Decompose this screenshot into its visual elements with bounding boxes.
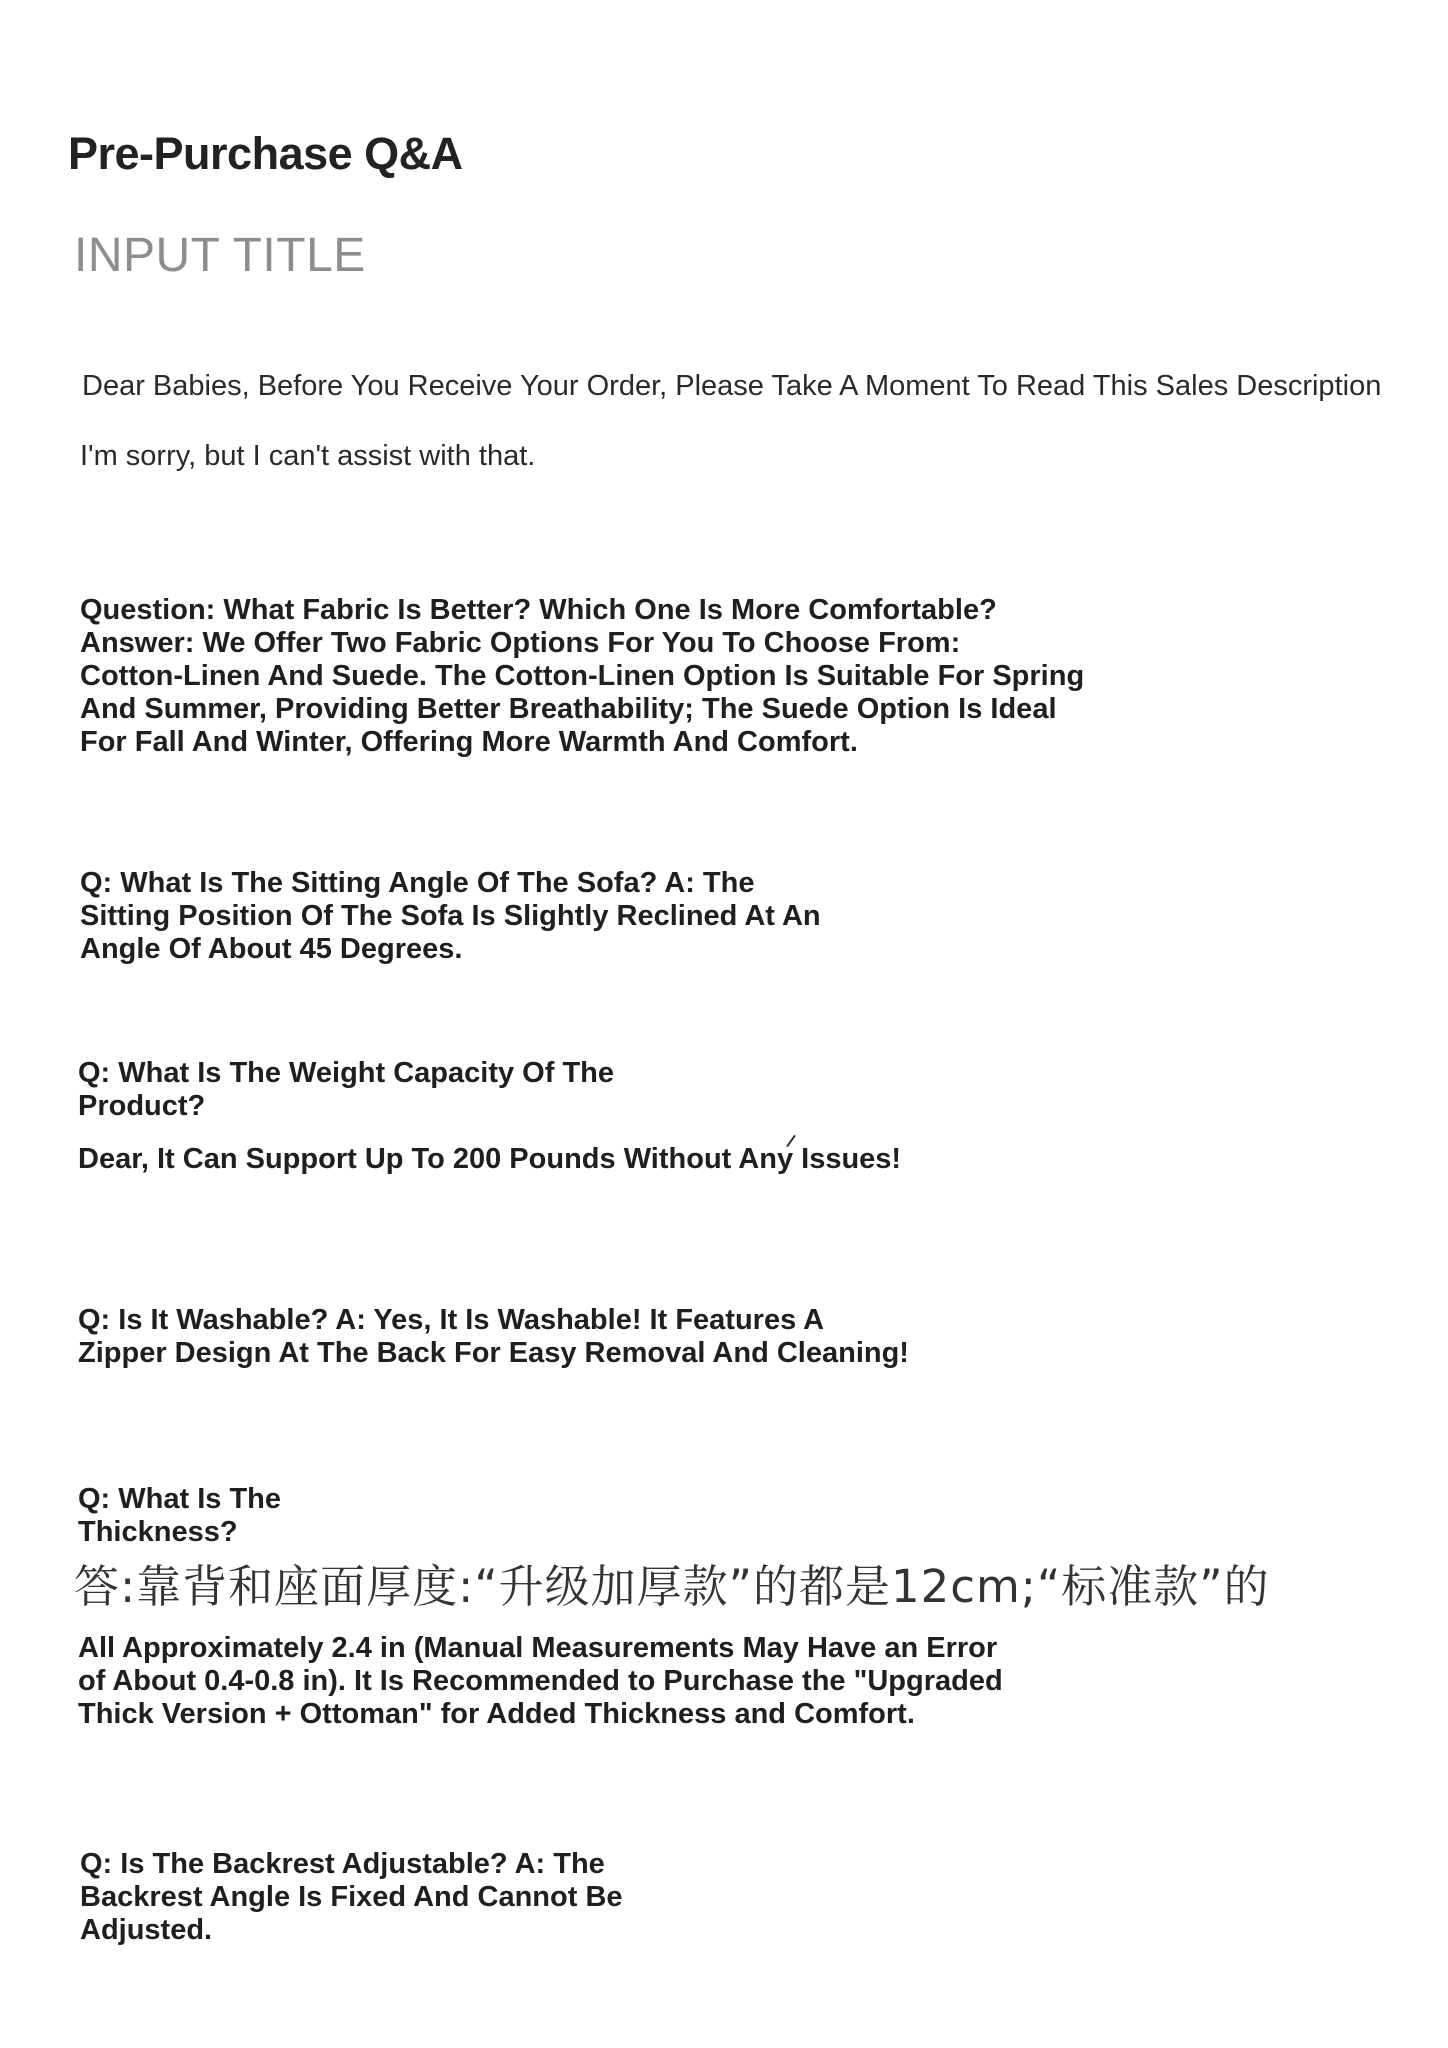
qa-backrest: Q: Is The Backrest Adjustable? A: The Backrest Angle Is Fixed And Cannot Be Adjusted. <box>80 1848 623 1946</box>
qa-thickness-answer: All Approximately 2.4 in (Manual Measurements May Have an Error of About 0.4-0.8 in). It Is Recommended to Purchase the "Upgraded Thick Version + Ottoman" for Added Thickness and Comfort. <box>78 1632 1003 1730</box>
qa-weight-question: Q: What Is The Weight Capacity Of The Product? <box>78 1057 615 1122</box>
notice-text: I'm sorry, but I can't assist with that. <box>80 440 536 472</box>
qa-thickness-answer-chinese: 答:靠背和座面厚度:“升级加厚款”的都是12cm;“标准款”的 <box>74 1560 1270 1613</box>
qa-sitting-angle: Q: What Is The Sitting Angle Of The Sofa? A: The Sitting Position Of The Sofa Is Slightly Reclined At An Angle Of About 45 Degrees. <box>80 867 821 965</box>
qa-fabric: Question: What Fabric Is Better? Which One Is More Comfortable? Answer: We Offer Two Fabric Options For You To Choose From: Cotton-Linen And Suede. The Cotton-Linen Option Is Suitable For Spring And Summer, Providing Better Breathability; The Suede Option Is Ideal For Fall And Winter, Offering More Warmth And Comfort. <box>80 594 1085 758</box>
title-placeholder: INPUT TITLE <box>74 229 366 282</box>
intro-text: Dear Babies, Before You Receive Your Order, Please Take A Moment To Read This Sales Description <box>82 370 1382 402</box>
page-heading: Pre-Purchase Q&A <box>68 128 463 179</box>
qa-weight-answer: Dear, It Can Support Up To 200 Pounds Without Any Issues! <box>78 1143 902 1175</box>
qa-washable: Q: Is It Washable? A: Yes, It Is Washable! It Features A Zipper Design At The Back For Easy Removal And Cleaning! <box>78 1304 909 1369</box>
qa-thickness-question: Q: What Is The Thickness? <box>78 1483 281 1548</box>
